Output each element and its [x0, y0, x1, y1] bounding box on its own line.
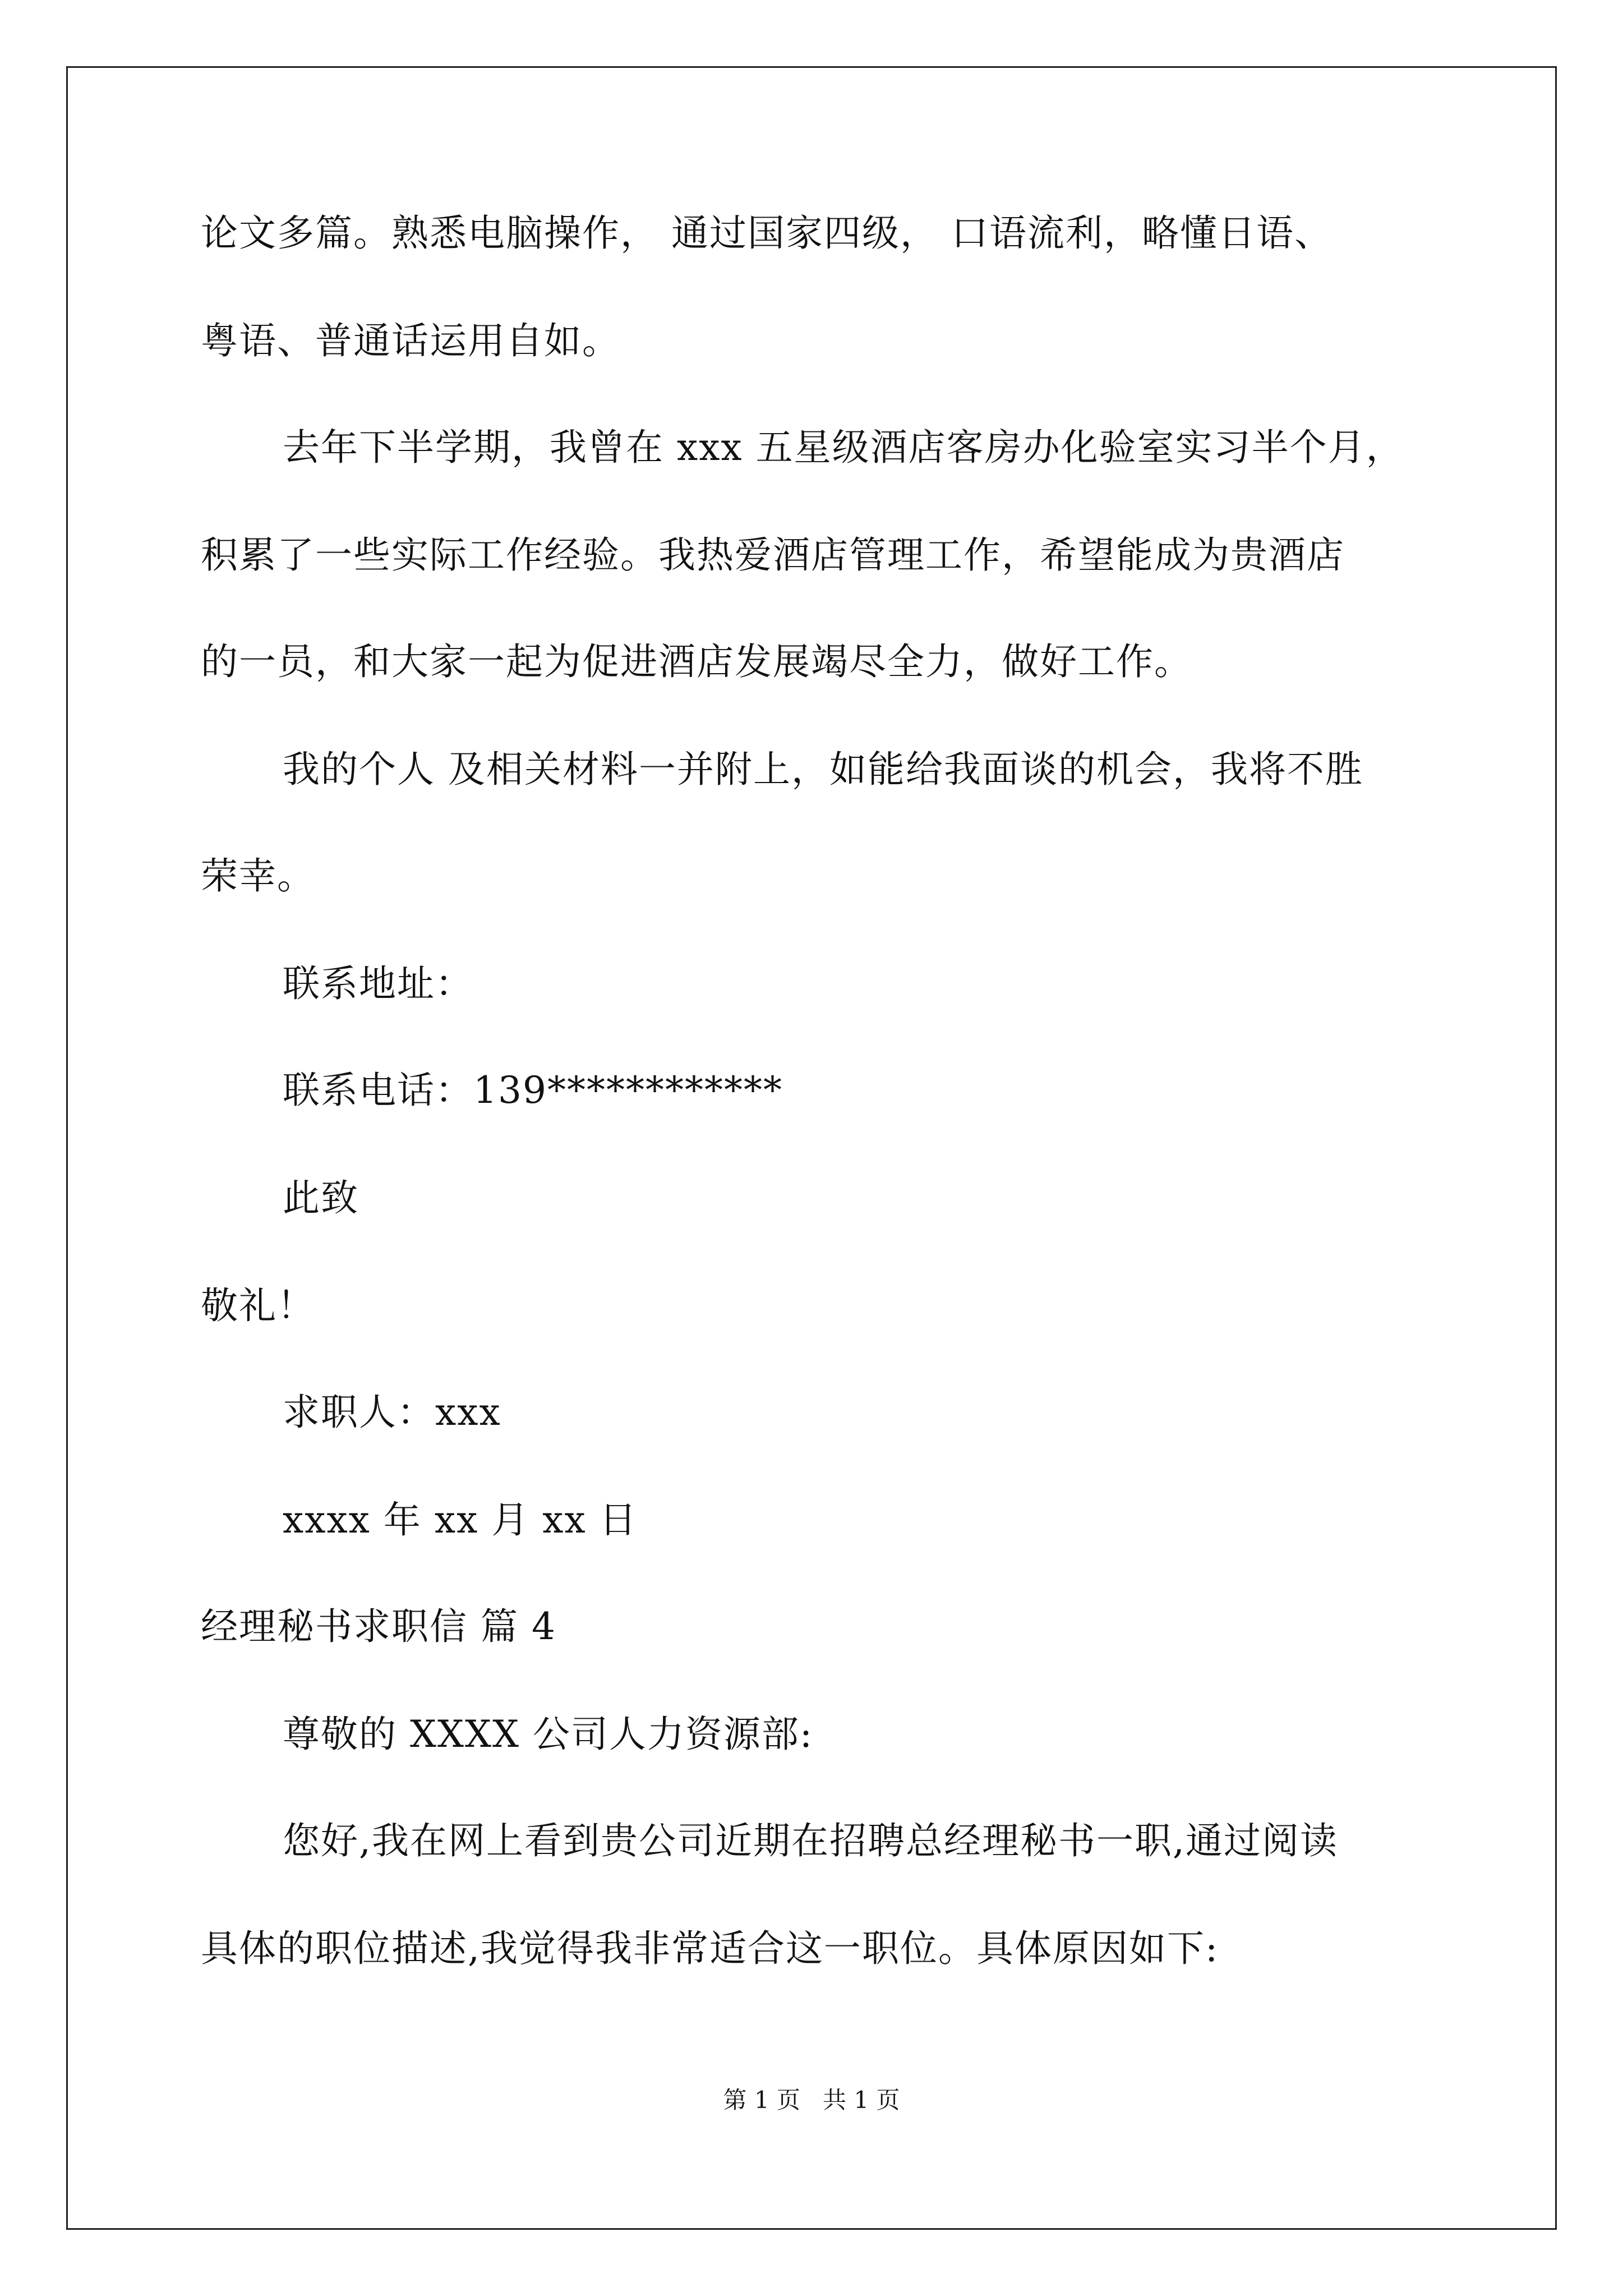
text-line: 具体的职位描述,我觉得我非常适合这一职位。具体原因如下: — [201, 1927, 1219, 1970]
contact-address-label: 联系地址： — [283, 962, 473, 1005]
text-line: 去年下半学期，我曾在 xxx 五星级酒店客房办化验室实习半个月， — [283, 426, 1404, 469]
contact-phone: 联系电话：139************ — [283, 1069, 783, 1112]
text-line: 的一员，和大家一起为促进酒店发展竭尽全力，做好工作。 — [201, 640, 1192, 683]
text-line: 积累了一些实际工作经验。我热爱酒店管理工作，希望能成为贵酒店 — [201, 533, 1345, 577]
closing-regards: 敬礼！ — [201, 1284, 315, 1327]
page-border — [66, 66, 1557, 2230]
text-line: 我的个人 及相关材料一并附上，如能给我面谈的机会，我将不胜 — [283, 748, 1363, 791]
page-number-footer: 第 1 页 共 1 页 — [723, 2086, 900, 2114]
recipient-greeting: 尊敬的 XXXX 公司人力资源部: — [283, 1713, 814, 1756]
text-line: 您好,我在网上看到贵公司近期在招聘总经理秘书一职,通过阅读 — [283, 1819, 1338, 1862]
closing-salutation: 此致 — [283, 1176, 359, 1220]
text-line: 粤语、普通话运用自如。 — [201, 319, 620, 362]
letter-date: xxxx 年 xx 月 xx 日 — [283, 1498, 638, 1542]
text-line: 荣幸。 — [201, 854, 315, 898]
section-heading: 经理秘书求职信 篇 4 — [201, 1605, 556, 1648]
applicant-name: 求职人：xxx — [283, 1391, 501, 1434]
text-line: 论文多篇。熟悉电脑操作， 通过国家四级， 口语流利，略懂日语、 — [201, 211, 1332, 255]
